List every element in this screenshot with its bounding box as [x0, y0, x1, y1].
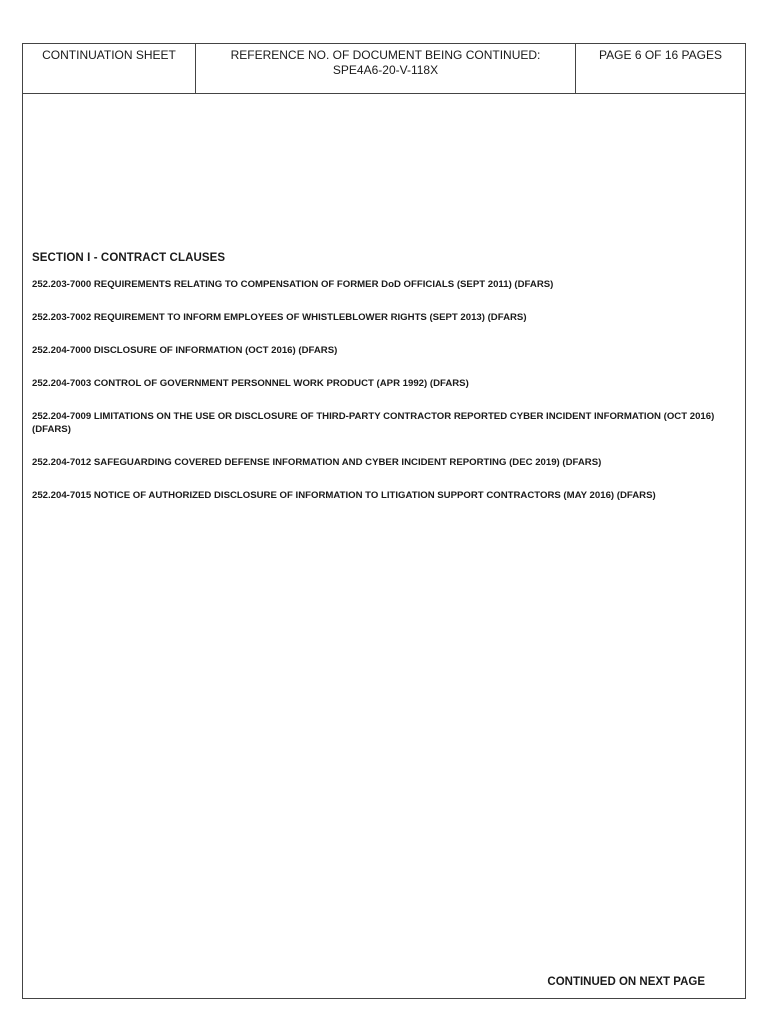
clause-item: 252.204-7009 LIMITATIONS ON THE USE OR DISCLOSURE OF THIRD-PARTY CONTRACTOR REPORTED CYBER INCIDENT INFORMATION (OCT 2016) (DFARS) — [32, 411, 715, 435]
clause-item: 252.204-7000 DISCLOSURE OF INFORMATION (OCT 2016) (DFARS) — [32, 345, 338, 356]
continuation-sheet-label — [23, 44, 196, 93]
reference-cell — [196, 44, 576, 93]
page-info-cell — [576, 44, 745, 93]
page-info: PAGE 6 OF 16 PAGES — [599, 48, 722, 62]
clause-item: 252.203-7002 REQUIREMENT TO INFORM EMPLOYEES OF WHISTLEBLOWER RIGHTS (SEPT 2013) (DFARS) — [32, 312, 527, 323]
reference-number: SPE4A6-20-V-118X — [332, 63, 439, 77]
sheet-header — [23, 44, 745, 94]
clause-list — [32, 278, 732, 522]
clause-item: 252.204-7003 CONTROL OF GOVERNMENT PERSONNEL WORK PRODUCT (APR 1992) (DFARS) — [32, 378, 469, 389]
continuation-sheet-text: CONTINUATION SHEET — [42, 48, 176, 62]
section-title: SECTION I - CONTRACT CLAUSES — [32, 252, 226, 264]
continued-on-next-page: CONTINUED ON NEXT PAGE — [547, 976, 705, 988]
continuation-sheet — [22, 43, 746, 999]
clause-item: 252.203-7000 REQUIREMENTS RELATING TO COMPENSATION OF FORMER DoD OFFICIALS (SEPT 2011) (DFARS) — [32, 279, 554, 290]
clause-item: 252.204-7012 SAFEGUARDING COVERED DEFENSE INFORMATION AND CYBER INCIDENT REPORTING (DEC 2019) (DFARS) — [32, 457, 602, 468]
reference-label: REFERENCE NO. OF DOCUMENT BEING CONTINUED: — [230, 48, 541, 62]
clause-item: 252.204-7015 NOTICE OF AUTHORIZED DISCLOSURE OF INFORMATION TO LITIGATION SUPPORT CONTRACTORS (MAY 2016) (DFARS) — [32, 490, 656, 501]
